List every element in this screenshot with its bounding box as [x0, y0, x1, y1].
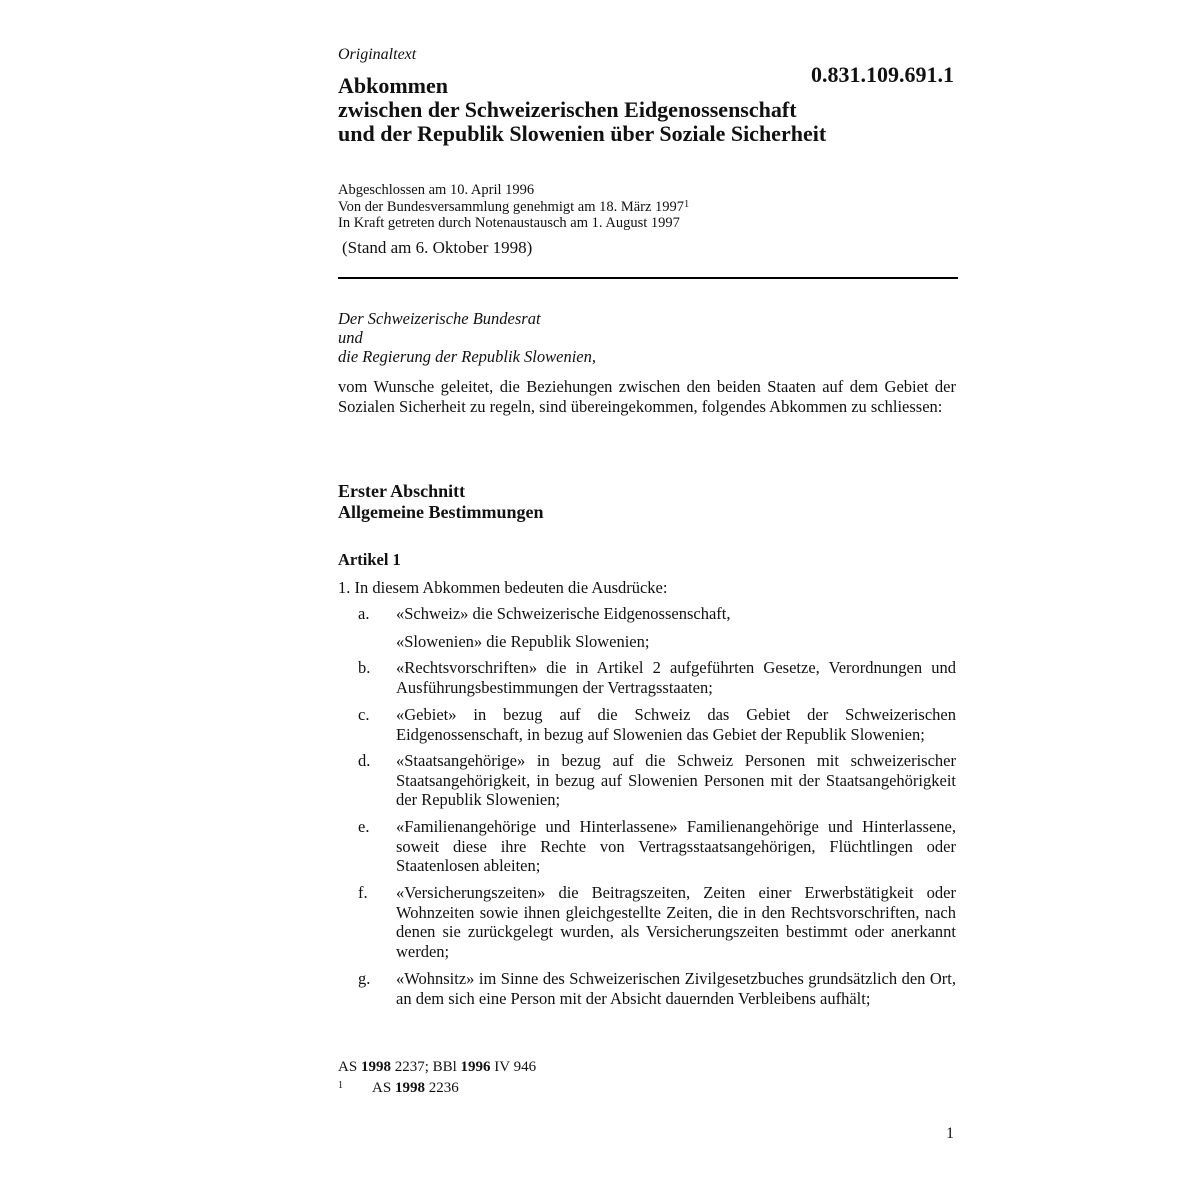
- item-letter: g.: [358, 969, 371, 988]
- item-text: «Slowenien» die Republik Slowenien;: [396, 632, 650, 651]
- item-text: «Versicherungszeiten» die Beitragszeiten, Zeiten einer Erwerbstätigkeit oder Wohnzeiten sowie ihnen gleichgestellte Zeiten, die in den Rechtsvorschriften, nach denen sie zurückgelegt wurden, als Versicherungszeiten bestimmt oder anerkannt werden;: [396, 883, 956, 961]
- footnote-text: [372, 1080, 459, 1097]
- item-letter: d.: [358, 751, 371, 770]
- footnote-ref[interactable]: 1: [684, 198, 690, 210]
- document-meta: [338, 182, 956, 232]
- fn-year: 1998: [394, 1080, 425, 1096]
- title-line: und der Republik Slowenien über Soziale Sicherheit: [338, 121, 827, 146]
- approval-line: [338, 199, 956, 216]
- bbl-year: 1996: [460, 1059, 491, 1075]
- header-divider: [338, 277, 958, 279]
- item-text: «Familienangehörige und Hinterlassene» Familienangehörige und Hinterlassene, soweit diese ihre Rechte von Vertragsstaatsangehörigen, Flüchtlingen oder Staatenlosen ableiten;: [396, 817, 956, 875]
- item-letter: a.: [358, 604, 370, 623]
- title-line: Abkommen: [338, 73, 449, 98]
- approval-date: Von der Bundesversammlung genehmigt am 18. März 1997: [338, 198, 685, 215]
- as-prefix: AS: [338, 1059, 358, 1075]
- item-letter: e.: [358, 817, 370, 836]
- section-title: Erster Abschnitt: [338, 481, 466, 501]
- party-line: Der Schweizerische Bundesrat: [338, 309, 541, 328]
- bbl-ref: IV 946: [494, 1059, 537, 1075]
- item-letter: f.: [358, 883, 368, 902]
- in-force-date: In Kraft getreten durch Notenaustausch am 1. August 1997: [338, 215, 680, 231]
- stand-date: (Stand am 6. Oktober 1998): [342, 238, 533, 257]
- concluded-date: Abgeschlossen am 10. April 1996: [338, 182, 535, 198]
- article-intro: 1. In diesem Abkommen bedeuten die Ausdrücke:: [338, 578, 668, 597]
- section-subtitle: Allgemeine Bestimmungen: [338, 501, 544, 522]
- originaltext-label: Originaltext: [338, 46, 417, 63]
- party-line: die Regierung der Republik Slowenien,: [338, 347, 596, 366]
- article-heading: Artikel 1: [338, 550, 401, 569]
- item-text: «Gebiet» in bezug auf die Schweiz das Gebiet der Schweizerischen Eidgenossenschaft, in bezug auf Slowenien das Gebiet der Republik Slowenien;: [396, 705, 956, 744]
- title-line: zwischen der Schweizerischen Eidgenossenschaft: [338, 97, 797, 122]
- section-heading: [338, 481, 956, 522]
- footnote-mark: 1: [338, 1080, 343, 1091]
- official-collection-reference: [338, 1059, 956, 1076]
- item-letter: c.: [358, 705, 370, 724]
- item-letter: b.: [358, 658, 371, 677]
- page-number: 1: [946, 1125, 954, 1142]
- document-title: [338, 74, 956, 146]
- sr-number: 0.831.109.691.1: [811, 62, 954, 87]
- parties: [338, 309, 956, 366]
- item-text: «Wohnsitz» im Sinne des Schweizerischen Zivilgesetzbuches grundsätzlich den Ort, an dem sich eine Person mit der Absicht dauernden Verbleibens aufhält;: [396, 969, 956, 1008]
- fn-prefix: AS: [372, 1080, 392, 1096]
- preamble: vom Wunsche geleitet, die Beziehungen zwischen den beiden Staaten auf dem Gebiet der Sozialen Sicherheit zu regeln, sind übereingekommen, folgendes Abkommen zu schliessen:: [338, 377, 956, 416]
- fn-page: 2236: [428, 1080, 459, 1096]
- party-line: und: [338, 328, 363, 347]
- item-text: «Staatsangehörige» in bezug auf die Schweiz Personen mit schweizerischer Staatsangehörigkeit, in bezug auf Slowenien Personen mit der Staatsangehörigkeit der Republik Slowenien;: [396, 751, 956, 809]
- as-year: 1998: [360, 1059, 391, 1075]
- as-page: 2237; BBl: [394, 1059, 457, 1075]
- item-text: «Schweiz» die Schweizerische Eidgenossenschaft,: [396, 604, 731, 623]
- item-text: «Rechtsvorschriften» die in Artikel 2 aufgeführten Gesetze, Verordnungen und Ausführungsbestimmungen der Vertragsstaaten;: [396, 658, 956, 697]
